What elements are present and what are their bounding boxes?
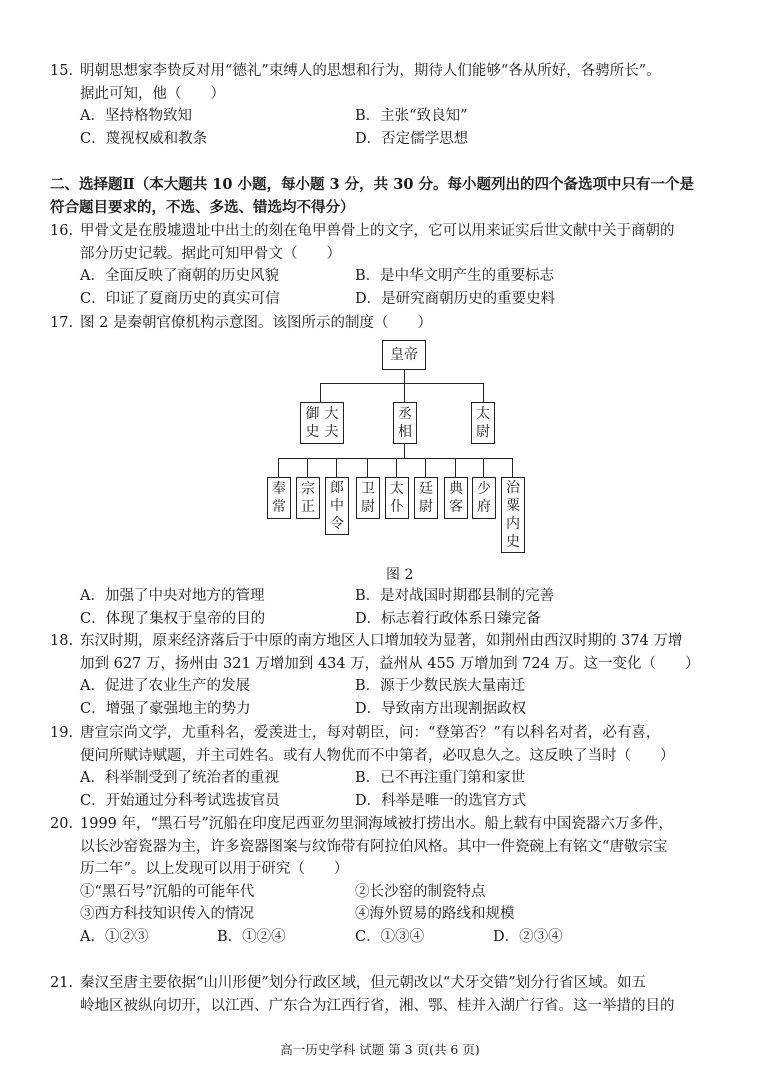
question-number: 18. [50, 633, 74, 649]
question-16 [50, 220, 720, 310]
option-a[interactable]: A．坚持格物致知 [80, 108, 192, 124]
question-18 [50, 630, 720, 720]
connector-line [425, 458, 426, 477]
question-number: 21. [50, 975, 74, 991]
connector-line [404, 444, 405, 458]
option-b[interactable]: B．①②④ [217, 928, 286, 945]
option-b[interactable]: B．主张“致良知” [355, 108, 468, 124]
question-17-options [50, 585, 720, 630]
statement-2: ②长沙窑的制瓷特点 [355, 883, 486, 900]
connector-line [278, 458, 512, 459]
diagram-box-official: 治粟内史 [501, 477, 525, 553]
diagram-box-official: 郎中令 [325, 477, 349, 535]
question-number: 19. [50, 725, 74, 741]
question-stem-cont: 历二年”。以上发现可以用于研究（ ） [80, 861, 349, 877]
connector-line [320, 383, 321, 402]
question-stem: 17. 图 2 是秦朝官僚机构示意图。该图所示的制度（ ） [50, 312, 720, 335]
question-20 [50, 813, 720, 948]
option-d[interactable]: D．否定儒学思想 [355, 130, 469, 147]
question-stem: 19. 唐宣宗尚文学，尤重科名，爱羡进士，每对朝臣，问：“登第否？”有以科名对者，必有喜， [50, 722, 720, 745]
option-c[interactable]: C．开始通过分科考试选拔官员 [80, 792, 280, 809]
option-b[interactable]: B．源于少数民族大量南迁 [355, 678, 526, 694]
option-a[interactable]: A．促进了农业生产的发展 [80, 678, 250, 694]
connector-line [336, 458, 337, 477]
question-stem-cont: 岭地区被纵向切开，以江西、广东合为江西行省，湘、鄂、桂并入湖广行省。这一举措的目的 [80, 997, 675, 1014]
question-21 [50, 972, 720, 1017]
diagram-box-chancellor: 丞相 [393, 402, 417, 444]
question-stem: 16. 甲骨文是在殷墟遗址中出土的刻在龟甲兽骨上的文字，它可以用来证实后世文献中关于商朝的 [50, 220, 720, 243]
question-stem: 18. 东汉时期，原来经济落后于中原的南方地区人口增加较为显著，如荆州由西汉时期的 374 万增 [50, 630, 720, 653]
question-17 [50, 312, 720, 335]
question-number: 20. [50, 816, 74, 832]
question-stem-cont: 据此可知，他（ ） [80, 85, 225, 102]
option-d[interactable]: D．是研究商朝历史的重要史料 [355, 290, 556, 307]
options-row [50, 767, 720, 790]
connector-line [320, 383, 484, 384]
connector-line [512, 458, 513, 477]
connector-line [307, 458, 308, 477]
diagram-box-emperor: 皇帝 [382, 340, 426, 370]
option-a[interactable]: A．加强了中央对地方的管理 [80, 588, 265, 604]
page-footer: 高一历史学科 试题 第 3 页(共 6 页) [280, 1042, 480, 1057]
diagram-box-official: 太仆 [385, 477, 409, 519]
option-a[interactable]: A．①②③ [80, 928, 149, 945]
diagram-box-commandant: 太尉 [471, 402, 495, 444]
option-d[interactable]: D．科举是唯一的选官方式 [355, 792, 527, 809]
statement-4: ④海外贸易的路线和规模 [355, 906, 515, 922]
diagram-box-official: 廷尉 [414, 477, 438, 519]
question-stem: 21. 秦汉至唐主要依据“山川形便”划分行政区域，但元朝改以“犬牙交错”划分行省区域。如五 [50, 972, 720, 995]
question-stem-cont: 部分历史记载。据此可知甲骨文（ ） [80, 245, 341, 262]
options-row [50, 288, 720, 311]
diagram-box-official: 宗正 [296, 477, 320, 519]
question-number: 17. [50, 315, 74, 331]
question-stem-cont: 加到 627 万，扬州由 321 万增加到 434 万，益州从 455 万增加到 724 万。这一变化（ ） [80, 655, 700, 672]
option-b[interactable]: B．是中华文明产生的重要标志 [355, 268, 555, 284]
options-row [50, 105, 720, 128]
options-row [50, 265, 720, 288]
option-c[interactable]: C．蔑视权威和教条 [80, 130, 208, 147]
diagram-box-official: 卫尉 [356, 477, 380, 519]
option-b[interactable]: B．已不再注重门第和家世 [355, 770, 526, 786]
connector-line [404, 383, 405, 402]
section-heading: 二、选择题Ⅱ（本大题共 10 小题，每小题 3 分，共 30 分。每小题列出的四个备选项中只有一个是 符合题目要求的，不选、多选、错选均不得分） [50, 176, 694, 216]
diagram-box-official: 典客 [444, 477, 468, 519]
connector-line [404, 370, 405, 383]
option-c[interactable]: C．体现了集权于皇帝的目的 [80, 610, 266, 627]
options-row [50, 698, 720, 721]
diagram-box-censor: 大夫 御史 [300, 402, 344, 444]
question-15 [50, 60, 720, 150]
question-stem-cont: 以长沙窑瓷器为主，许多瓷器图案与纹饰带有阿拉伯风格。其中一件瓷碗上有铭文“唐敬宗宝 [80, 838, 668, 855]
connector-line [455, 458, 456, 477]
option-a[interactable]: A．全面反映了商朝的历史风貌 [80, 268, 279, 284]
option-a[interactable]: A．科举制受到了统治者的重视 [80, 770, 279, 786]
question-number: 16. [50, 223, 74, 239]
connector-line [396, 458, 397, 477]
statement-3: ③西方科技知识传入的情况 [80, 906, 254, 922]
option-b[interactable]: B．是对战国时期郡县制的完善 [355, 588, 555, 604]
statement-1: ①“黑石号”沉船的可能年代 [80, 883, 255, 900]
options-row [50, 128, 720, 151]
options-row [50, 790, 720, 813]
question-stem: 20. 1999 年，“黑石号”沉船在印度尼西亚勿里洞海域被打捞出水。船上载有中国瓷器六万多件， [50, 813, 720, 836]
options-row [50, 675, 720, 698]
question-stem: 15. 明朝思想家李贽反对用“德礼”束缚人的思想和行为，期待人们能够“各从所好，各骋所长”。 [50, 60, 720, 83]
figure-caption: 图 2 [386, 567, 414, 583]
option-c[interactable]: C．印证了夏商历史的真实可信 [80, 290, 280, 307]
connector-line [367, 458, 368, 477]
options-row [50, 608, 720, 631]
option-c[interactable]: C．①③④ [355, 928, 425, 945]
options-row [50, 585, 720, 608]
items-row [50, 881, 720, 904]
items-row [50, 903, 720, 926]
connector-line [483, 458, 484, 477]
question-number: 15. [50, 63, 74, 79]
question-19 [50, 722, 720, 812]
option-d[interactable]: D．导致南方出现割据政权 [355, 700, 527, 717]
option-d[interactable]: D．②③④ [493, 928, 563, 945]
connector-line [278, 458, 279, 477]
diagram-box-official: 奉常 [267, 477, 291, 519]
option-c[interactable]: C．增强了豪强地主的势力 [80, 700, 251, 717]
options-row [50, 926, 720, 949]
diagram-box-official: 少府 [472, 477, 496, 519]
option-d[interactable]: D．标志着行政体系日臻完备 [355, 610, 541, 627]
question-stem-cont: 便问所赋诗赋题，并主司姓名。或有人物优而不中第者，必叹息久之。这反映了当时（ ） [80, 747, 675, 764]
connector-line [483, 383, 484, 402]
